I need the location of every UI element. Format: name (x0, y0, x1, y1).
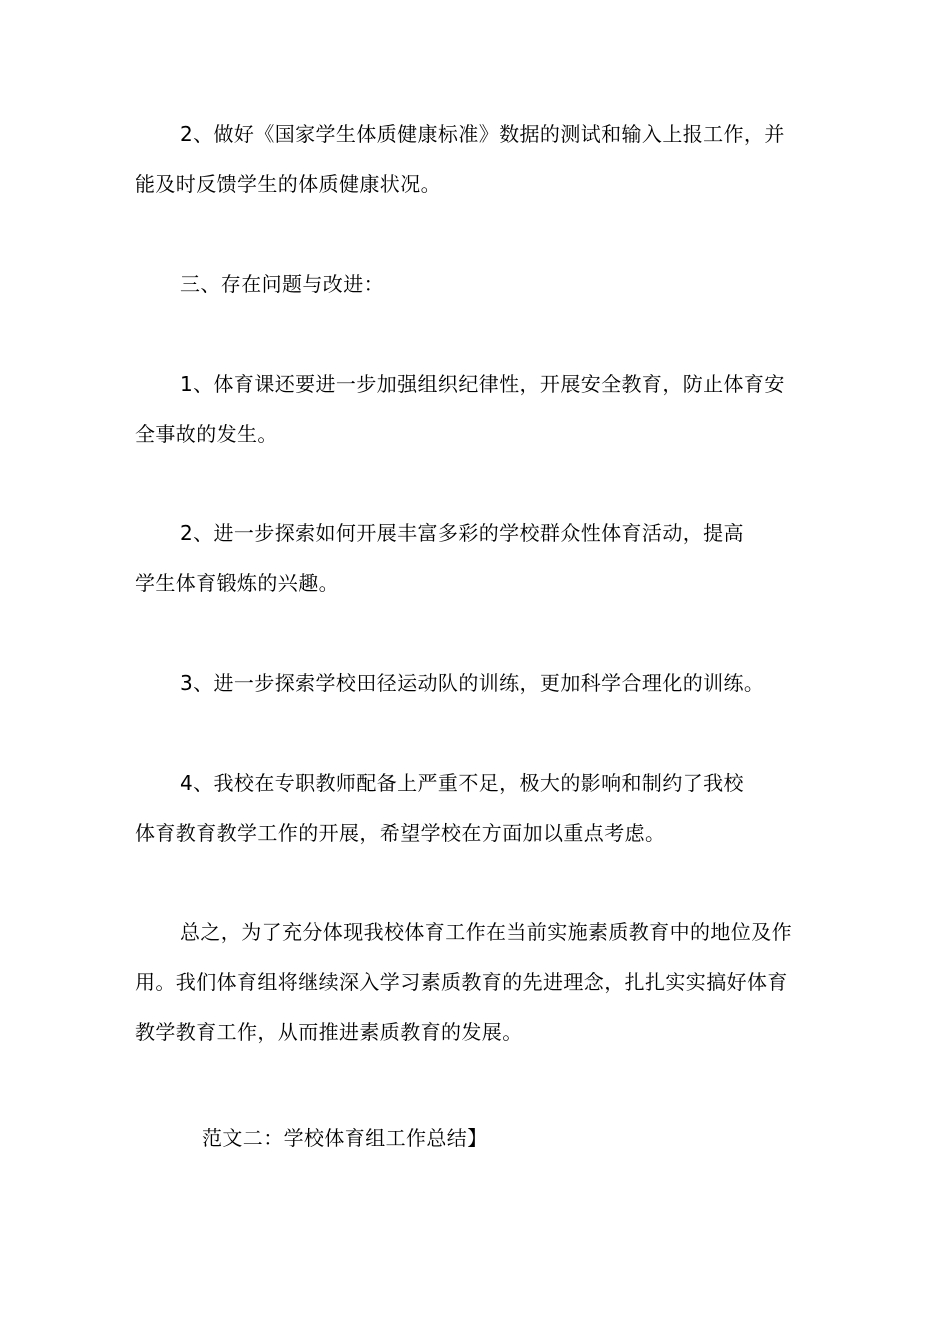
paragraph-line: 总之，为了充分体现我校体育工作在当前实施素质教育中的地位及作 (180, 920, 792, 944)
paragraph-line: 4、我校在专职教师配备上严重不足，极大的影响和制约了我校 (180, 771, 744, 795)
paragraph-line: 3、进一步探索学校田径运动队的训练，更加科学合理化的训练。 (180, 671, 765, 695)
paragraph-line: 学生体育锻炼的兴趣。 (135, 571, 339, 595)
paragraph-line: 1、体育课还要进一步加强组织纪律性，开展安全教育，防止体育安 (180, 372, 785, 396)
paragraph-line: 体育教育教学工作的开展，希望学校在方面加以重点考虑。 (135, 821, 666, 845)
section-heading: 三、存在问题与改进： (180, 272, 384, 296)
paragraph-line: 用。我们体育组将继续深入学习素质教育的先进理念，扎扎实实搞好体育 (135, 970, 788, 994)
paragraph-line: 全事故的发生。 (135, 422, 278, 446)
paragraph-line: 2、进一步探索如何开展丰富多彩的学校群众性体育活动，提高 (180, 521, 744, 545)
paragraph-line: 2、做好《国家学生体质健康标准》数据的测试和输入上报工作，并 (180, 122, 785, 146)
paragraph-line: 教学教育工作，从而推进素质教育的发展。 (135, 1020, 523, 1044)
sample-heading: 范文二：学校体育组工作总结】 (202, 1126, 488, 1150)
paragraph-line: 能及时反馈学生的体质健康状况。 (135, 172, 441, 196)
